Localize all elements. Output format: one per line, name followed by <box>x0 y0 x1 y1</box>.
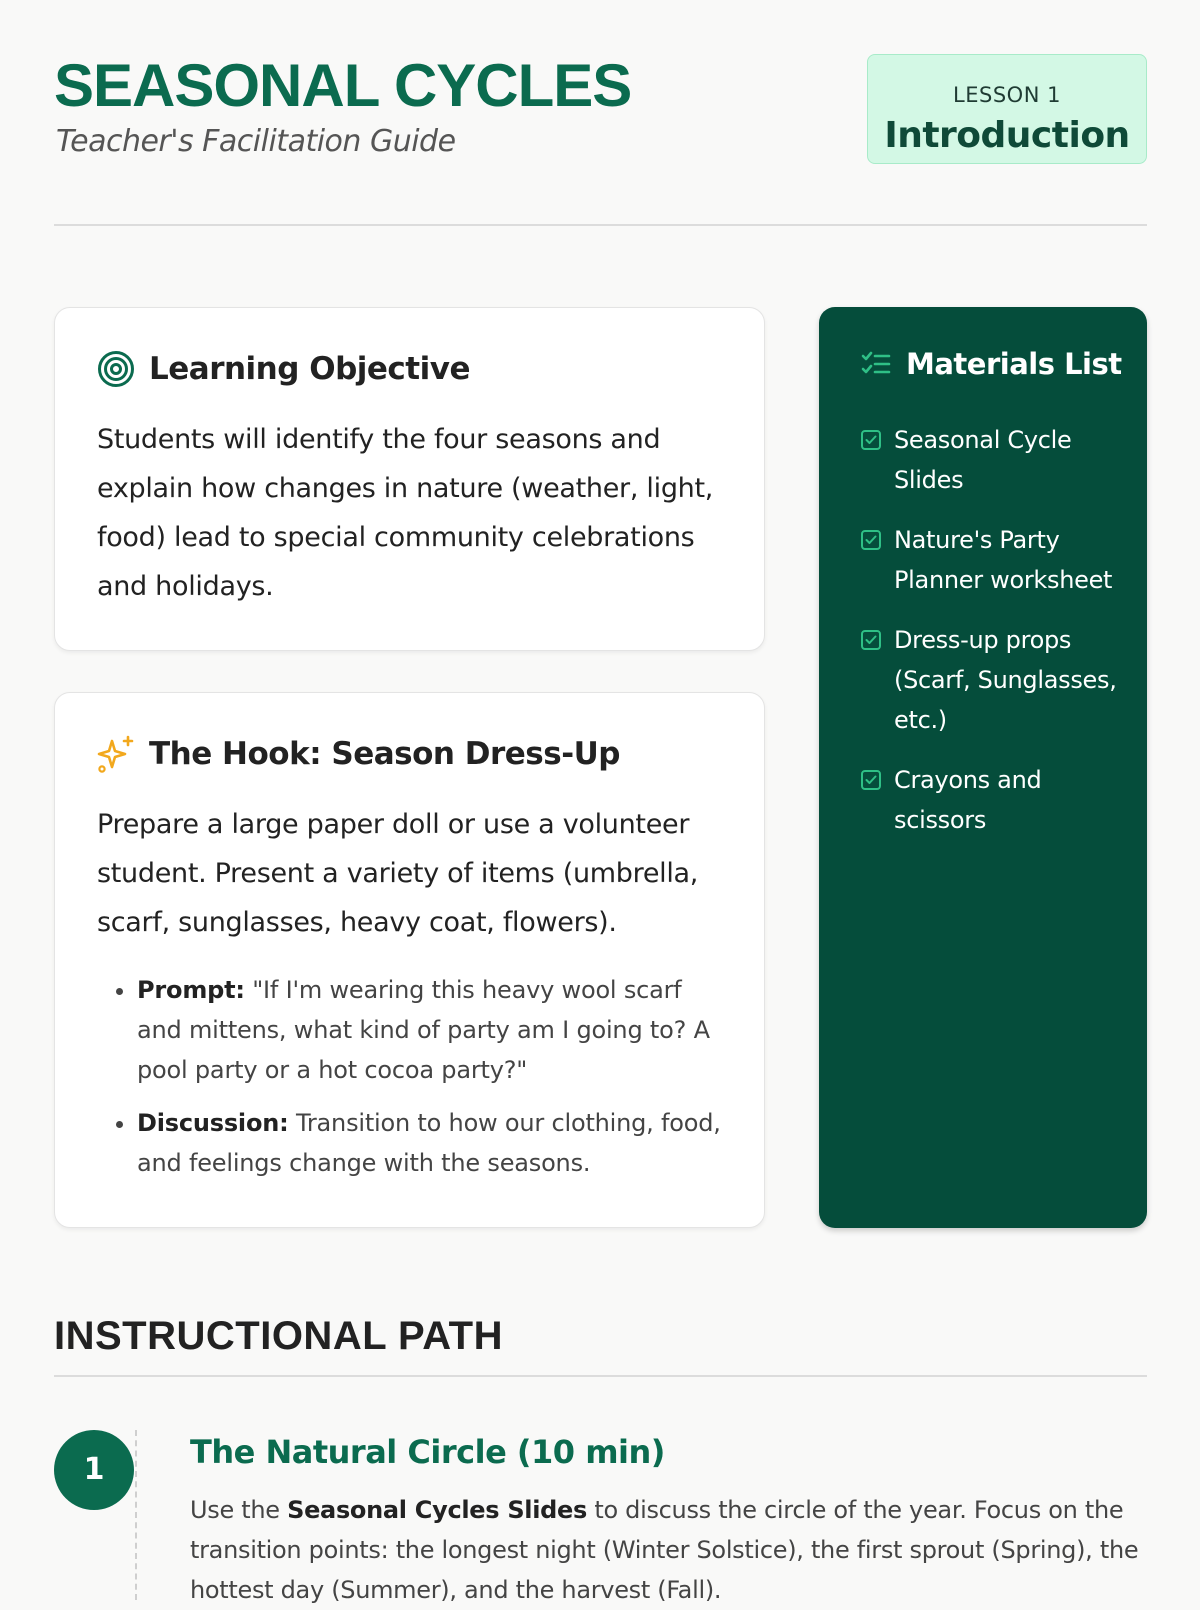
lesson-badge <box>867 54 1147 164</box>
objective-text: Students will identify the four seasons and explain how changes in nature (weather, light, food) lead to special community celebrations and holidays. <box>97 424 714 602</box>
material-label: Seasonal Cycle Slides <box>894 426 1072 494</box>
bullet-label: Discussion: <box>137 1109 289 1137</box>
page-subtitle: Teacher's Facilitation Guide <box>56 124 456 159</box>
list-item <box>137 970 724 1090</box>
hook-text: Prepare a large paper doll or use a volunteer student. Present a variety of items (umbrella, scarf, sunglasses, heavy coat, flowers). <box>97 809 699 938</box>
step-body <box>190 1490 1150 1610</box>
list-item <box>137 1103 724 1183</box>
checkbox-icon <box>860 429 882 451</box>
hook-bullets <box>97 970 724 1196</box>
materials-sidebar <box>819 307 1147 1228</box>
list-item <box>860 420 1117 500</box>
bullet-text: Transition to how our clothing, food, and feelings change with the seasons. <box>137 1109 721 1177</box>
list-item <box>860 760 1117 840</box>
lesson-name: Introduction <box>884 115 1130 156</box>
material-label: Nature's Party Planner worksheet <box>894 526 1113 594</box>
materials-heading: Materials List <box>906 347 1122 381</box>
list-item <box>860 620 1117 740</box>
step-title: The Natural Circle (10 min) <box>190 1433 665 1471</box>
step-body-bold: Seasonal Cycles Slides <box>287 1496 587 1524</box>
step-body-text: Use the <box>190 1496 288 1524</box>
page-header <box>54 52 1147 226</box>
lesson-number: LESSON 1 <box>953 83 1061 107</box>
bullet-label: Prompt: <box>137 976 245 1004</box>
checkbox-icon <box>860 629 882 651</box>
step-number: 1 <box>54 1430 134 1510</box>
sparkles-icon <box>97 735 135 773</box>
objective-card <box>54 307 765 651</box>
checkbox-icon <box>860 769 882 791</box>
hook-card <box>54 692 765 1228</box>
hook-heading: The Hook: Season Dress-Up <box>149 736 620 772</box>
material-label: Dress-up props (Scarf, Sunglasses, etc.) <box>894 626 1117 734</box>
materials-list <box>860 420 1117 860</box>
objective-heading: Learning Objective <box>149 351 470 387</box>
checkbox-icon <box>860 529 882 551</box>
section-title: INSTRUCTIONAL PATH <box>54 1314 503 1358</box>
bullet-text: "If I'm wearing this heavy wool scarf and mittens, what kind of party am I going to? A pool party or a hot cocoa party?" <box>137 976 710 1084</box>
timeline-line <box>135 1430 137 1600</box>
step-body-text: to discuss the circle of the year. Focus on the transition points: the longest night (Winter Solstice), the first sprout (Spring), the hottest day (Summer), and the harvest (Fall). <box>190 1496 1139 1604</box>
material-label: Crayons and scissors <box>894 766 1042 834</box>
list-item <box>860 520 1117 600</box>
divider <box>54 1375 1147 1377</box>
checklist-icon <box>860 348 892 380</box>
page-title: SEASONAL CYCLES <box>54 52 632 119</box>
target-icon <box>97 350 135 388</box>
